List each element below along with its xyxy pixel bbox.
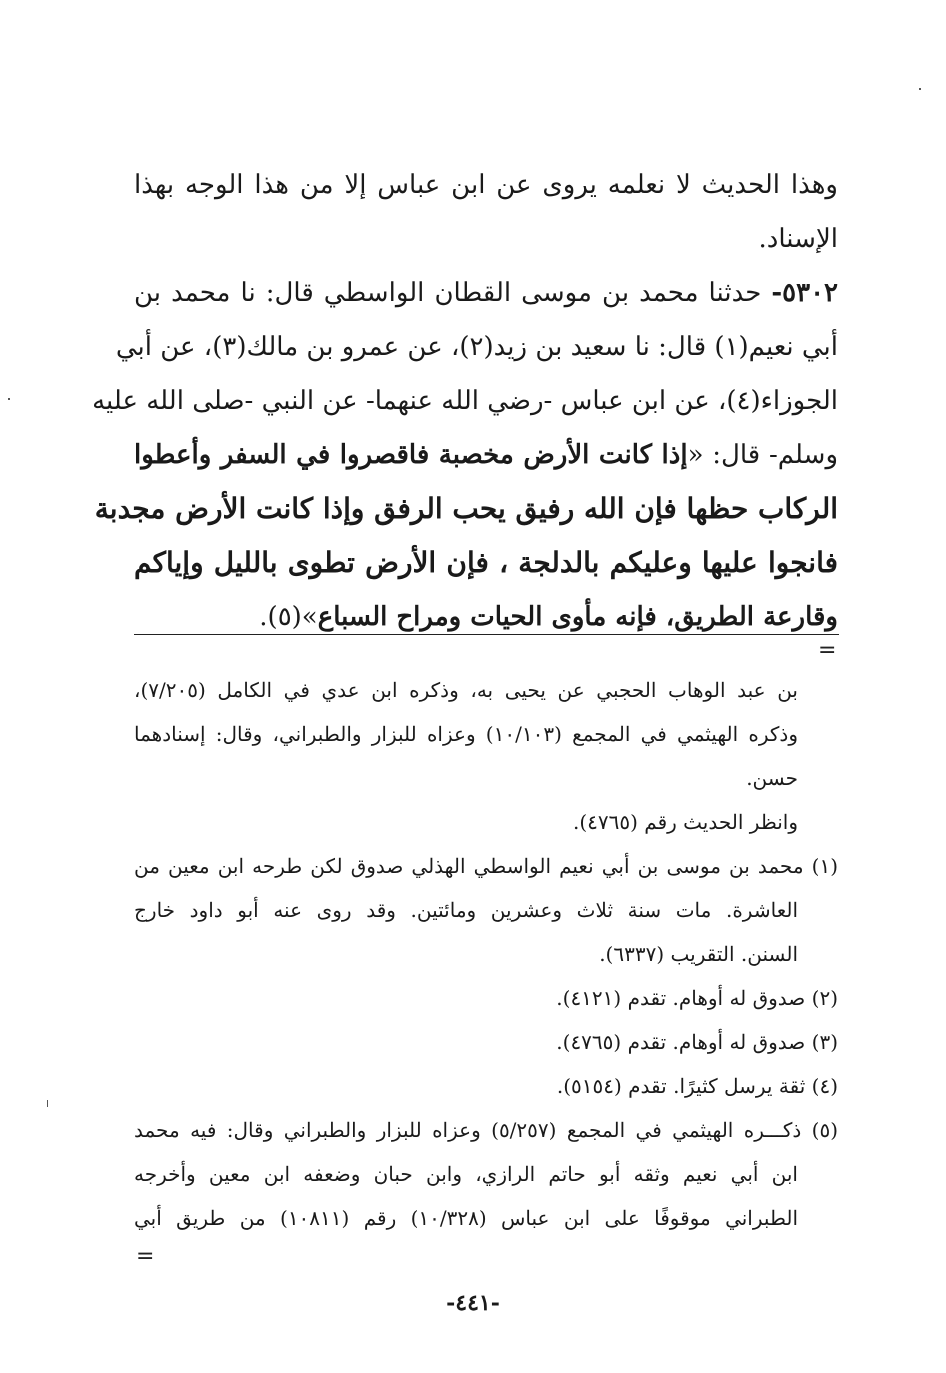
hadith-end-mark: »(٥). — [259, 602, 318, 632]
main-line-7: الركاب حظها فإن الله رفيق يحب الرفق وإذا كانت الأرض مجدبة — [94, 492, 838, 525]
scan-speck — [919, 88, 921, 90]
footnote-4: (٤) ثقة يرسل كثيرًا. تقدم (٥١٥٤). — [556, 1074, 838, 1098]
footnote-continued-mark-bottom: = — [136, 1244, 155, 1269]
hadith-number: ٥٣٠٢- — [771, 278, 839, 308]
main-line-8: فانجوا عليها وعليكم بالدلجة ، فإن الأرض تطوى بالليل وإياكم — [134, 546, 838, 579]
footnote-5-line-3: الطبراني موقوفًا على ابن عباس (١٠/٣٢٨) رقم (١٠٨١١) من طريق أبي — [134, 1206, 798, 1230]
main-line-2: الإسناد. — [758, 224, 838, 254]
footnote-5-line-2: ابن أبي نعيم وثقه أبو حاتم الرازي، وابن حبان وضعفه ابن معين وأخرجه — [134, 1162, 798, 1186]
scan-speck — [8, 398, 10, 400]
note-line-3: حسن. — [746, 766, 798, 790]
note-line-4: وانظر الحديث رقم (٤٧٦٥). — [572, 810, 798, 834]
footnote-1-line-1: (١) محمد بن موسى بن أبي نعيم الواسطي الهذلي صدوق لكن طرحه ابن معين من — [134, 854, 838, 878]
footnote-continued-mark-top: = — [818, 638, 837, 663]
main-line-3 — [134, 266, 838, 320]
footnotes — [134, 668, 838, 1240]
main-text — [92, 158, 839, 644]
hadith-intro: وسلم- قال: « — [687, 440, 838, 470]
main-line-5: الجوزاء(٤)، عن ابن عباس -رضي الله عنهما- عن النبي -صلى الله عليه — [92, 386, 838, 416]
main-line-6 — [134, 428, 838, 482]
footnote-1-line-2: العاشرة. مات سنة ثلاث وعشرين ومائتين. وقد روى عنه أبو داود خارج — [134, 898, 798, 922]
footnote-5-line-1: (٥) ذكـــره الهيثمي في المجمع (٥/٢٥٧) وعزاه للبزار والطبراني وقال: فيه محمد — [134, 1118, 838, 1142]
main-line-4: أبي نعيم(١) قال: نا سعيد بن زيد(٢)، عن عمرو بن مالك(٣)، عن أبي — [115, 332, 838, 362]
note-line-1: بن عبد الوهاب الحجبي عن يحيى به، وذكره ابن عدي في الكامل (٧/٢٠٥)، — [134, 678, 798, 702]
note-line-2: وذكره الهيثمي في المجمع (١٠/١٠٣) وعزاه للبزار والطبراني، وقال: إسنادهما — [134, 722, 798, 746]
hadith-matn-end: وقارعة الطريق، فإنه مأوى الحيات ومراح السباع — [317, 602, 838, 632]
main-line-1: وهذا الحديث لا نعلمه يروى عن ابن عباس إلا من هذا الوجه بهذا — [134, 170, 838, 200]
hadith-matn-start: إذا كانت الأرض مخصبة فاقصروا في السفر وأعطوا — [134, 440, 688, 470]
page-number: -٤٤١- — [446, 1290, 500, 1316]
scan-speck — [47, 1100, 48, 1107]
hadith-isnad-start: حدثنا محمد بن موسى القطان الواسطي قال: نا محمد بن — [134, 278, 762, 308]
footnote-separator — [134, 634, 839, 635]
footnote-3: (٣) صدوق له أوهام. تقدم (٤٧٦٥). — [556, 1030, 838, 1054]
footnote-1-line-3: السنن. التقريب (٦٣٣٧). — [599, 942, 798, 966]
footnote-2: (٢) صدوق له أوهام. تقدم (٤١٢١). — [556, 986, 838, 1010]
main-line-9 — [134, 590, 838, 644]
